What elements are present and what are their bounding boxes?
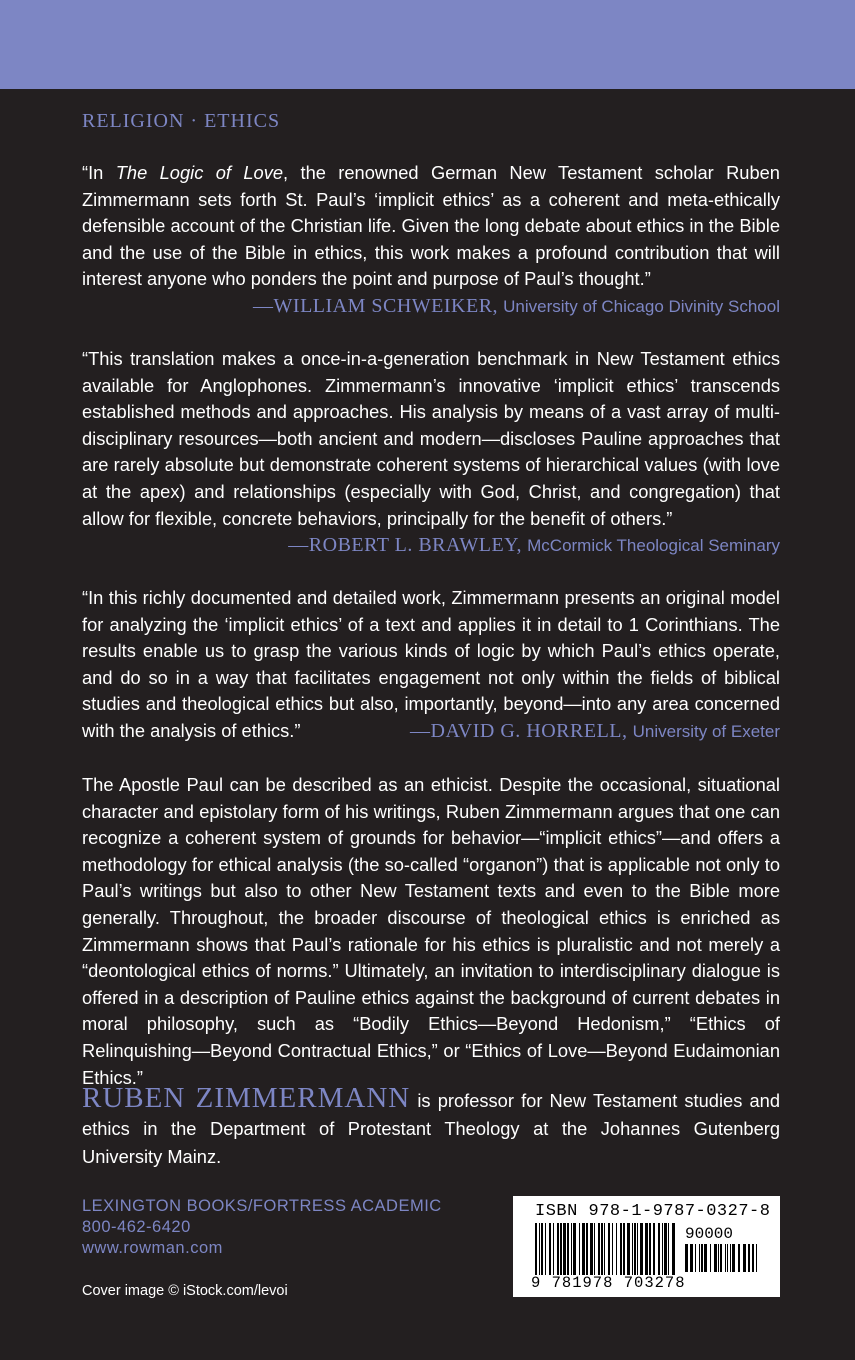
book-title: The Logic of Love	[115, 162, 284, 183]
barcode-bar	[557, 1223, 559, 1275]
barcode-bar	[632, 1223, 633, 1275]
ean-digits: 9 781978 703278	[531, 1274, 686, 1292]
barcode-bar	[645, 1223, 648, 1275]
barcode-bar	[627, 1223, 630, 1275]
barcode-bar	[720, 1244, 722, 1272]
barcode-bar	[601, 1223, 603, 1275]
barcode-bar	[743, 1244, 746, 1272]
book-description: The Apostle Paul can be described as an ethicist. Despite the occasional, situational character and epistolary form of his writings, Ruben Zimmermann argues that one can recognize a coherent system of grounds for behavior—“implicit ethics”—and offers a methodology for ethical analysis (the so-called “organon”) that is applicable not only to Paul’s writings but also to other New Testament texts and even to the Bible more generally. Throughout, the broader discourse of theological ethics is enriched as Zimmermann shows that Paul’s rationale for his ethics is pluralistic and not merely a “deontological ethics of norms.” Ultimately, an invitation to interdisciplinary dialogue is offered in a description of Pauline ethics against the background of current debates in moral philosophy, such as “Bodily Ethics—Beyond Hedonism,” “Ethics of Relinquishing—Beyond Contractual Ethics,” or “Ethics of Love—Beyond Eudaimonian Ethics.”	[82, 774, 780, 1088]
barcode-bar	[658, 1223, 660, 1275]
ean-barcode-bars	[535, 1223, 675, 1275]
barcode-bar	[725, 1244, 726, 1272]
author-bio	[82, 1084, 780, 1171]
barcode-bar	[653, 1223, 655, 1275]
barcode-bar	[672, 1223, 675, 1275]
publisher-website: www.rowman.com	[82, 1239, 223, 1257]
attribution	[410, 718, 780, 746]
category-label: RELIGION · ETHICS	[82, 110, 281, 132]
endorser-name: —DAVID G. HORRELL,	[410, 719, 628, 742]
barcode-bar	[738, 1244, 740, 1272]
barcode-bar	[649, 1223, 651, 1275]
barcode-bar	[690, 1244, 693, 1272]
endorser-institution: University of Chicago Divinity School	[503, 296, 780, 316]
barcode-bar	[541, 1223, 543, 1275]
barcode-bar	[586, 1223, 588, 1275]
barcode-bar	[608, 1223, 610, 1275]
barcode-bar	[604, 1223, 605, 1275]
barcode-bar	[535, 1223, 537, 1275]
barcode-bar	[594, 1223, 595, 1275]
endorsement-horrell	[82, 585, 780, 746]
barcode-bar	[612, 1223, 613, 1275]
endorser-institution: McCormick Theological Seminary	[527, 536, 780, 556]
addon-barcode-bars	[685, 1244, 757, 1272]
endorsement-schweiker	[82, 160, 780, 321]
price-code: 90000	[685, 1225, 734, 1243]
barcode-bar	[539, 1223, 540, 1275]
barcode-bar	[664, 1223, 667, 1275]
barcode-bar	[571, 1223, 572, 1275]
attribution	[82, 293, 780, 321]
barcode-bar	[634, 1223, 636, 1275]
quote-text: “This translation makes a once-in-a-generation benchmark in New Testament ethics available for Anglophones. Zimmermann’s innovative ‘implicit ethics’ transcends established methods and approaches. His analysis by means of a vast array of multi-disciplinary resources—both ancient and modern—discloses Pauline approaches that are rarely absolute but demonstrate coherent systems of hierarchical values (with love at the apex) and relationships (especially with God, Christ, and congregation) that allow for flexible, concrete behaviors, principally for the benefit of others.”	[82, 348, 780, 529]
barcode-bar	[640, 1223, 643, 1275]
barcode-bar	[756, 1244, 757, 1272]
barcode-bar	[662, 1223, 663, 1275]
barcode-bar	[714, 1244, 717, 1272]
barcode-bar	[573, 1223, 576, 1275]
barcode-bar	[710, 1244, 711, 1272]
barcode-bar	[727, 1244, 728, 1272]
author-name: RUBEN ZIMMERMANN	[82, 1082, 411, 1114]
publisher-info	[82, 1196, 442, 1259]
barcode-bar	[668, 1223, 669, 1275]
barcode-bar	[579, 1223, 580, 1275]
barcode-bar	[620, 1223, 622, 1275]
top-color-band	[0, 0, 855, 89]
endorser-institution: University of Exeter	[632, 721, 780, 741]
barcode-bar	[695, 1244, 696, 1272]
isbn-barcode	[513, 1196, 780, 1297]
barcode-bar	[752, 1244, 754, 1272]
barcode-bar	[704, 1244, 707, 1272]
barcode-bar	[549, 1223, 551, 1275]
barcode-bar	[553, 1223, 554, 1275]
barcode-bar	[637, 1223, 638, 1275]
barcode-bar	[560, 1223, 562, 1275]
barcode-bar	[685, 1244, 688, 1272]
quote-text: “In this richly documented and detailed work, Zimmermann presents an original model for analyzing the ‘implicit ethics’ of a text and applies it in detail to 1 Corinthians. The results enable us to grasp the various kinds of logic by which Paul’s ethics operate, and do so in a way that facilitates engagement not only within the fields of biblical studies and theological ethics but also, importantly, beyond—into any area concerned with the analysis of ethics.”	[82, 587, 780, 741]
barcode-bar	[732, 1244, 735, 1272]
barcode-bar	[582, 1223, 585, 1275]
barcode-bar	[567, 1223, 569, 1275]
barcode-bar	[563, 1223, 566, 1275]
quote-text-pre: “In	[82, 162, 116, 183]
barcode-bar	[598, 1223, 600, 1275]
endorser-name: —WILLIAM SCHWEIKER,	[253, 294, 499, 317]
barcode-bar	[616, 1223, 617, 1275]
barcode-bar	[545, 1223, 546, 1275]
barcode-bar	[718, 1244, 719, 1272]
endorsement-brawley	[82, 346, 780, 560]
attribution	[288, 532, 780, 560]
cover-credit: Cover image © iStock.com/levoi	[82, 1283, 288, 1299]
barcode-bar	[730, 1244, 731, 1272]
isbn-text: ISBN 978-1-9787-0327-8	[535, 1202, 771, 1221]
publisher-phone: 800-462-6420	[82, 1218, 191, 1236]
author-bio-text: is professor for New Testament studies and ethics in the Department of Protestant Theology at the Johannes Gutenberg University Mainz.	[82, 1090, 780, 1167]
barcode-bar	[701, 1244, 703, 1272]
barcode-bar	[623, 1223, 625, 1275]
publisher-name: LEXINGTON BOOKS/FORTRESS ACADEMIC	[82, 1197, 442, 1215]
endorser-name: —ROBERT L. BRAWLEY,	[288, 534, 523, 557]
barcode-bar	[699, 1244, 700, 1272]
barcode-bar	[748, 1244, 750, 1272]
barcode-bar	[590, 1223, 593, 1275]
quote-text-post: , the renowned German New Testament scholar Ruben Zimmermann sets forth St. Paul’s ‘implicit ethics’ as a coherent and meta-ethically defensible account of the Christian life. Given the long debate about ethics in the Bible and the use of the Bible in ethics, this work makes a profound contribution that will interest anyone who ponders the point and purpose of Paul’s thought.”	[82, 162, 780, 290]
